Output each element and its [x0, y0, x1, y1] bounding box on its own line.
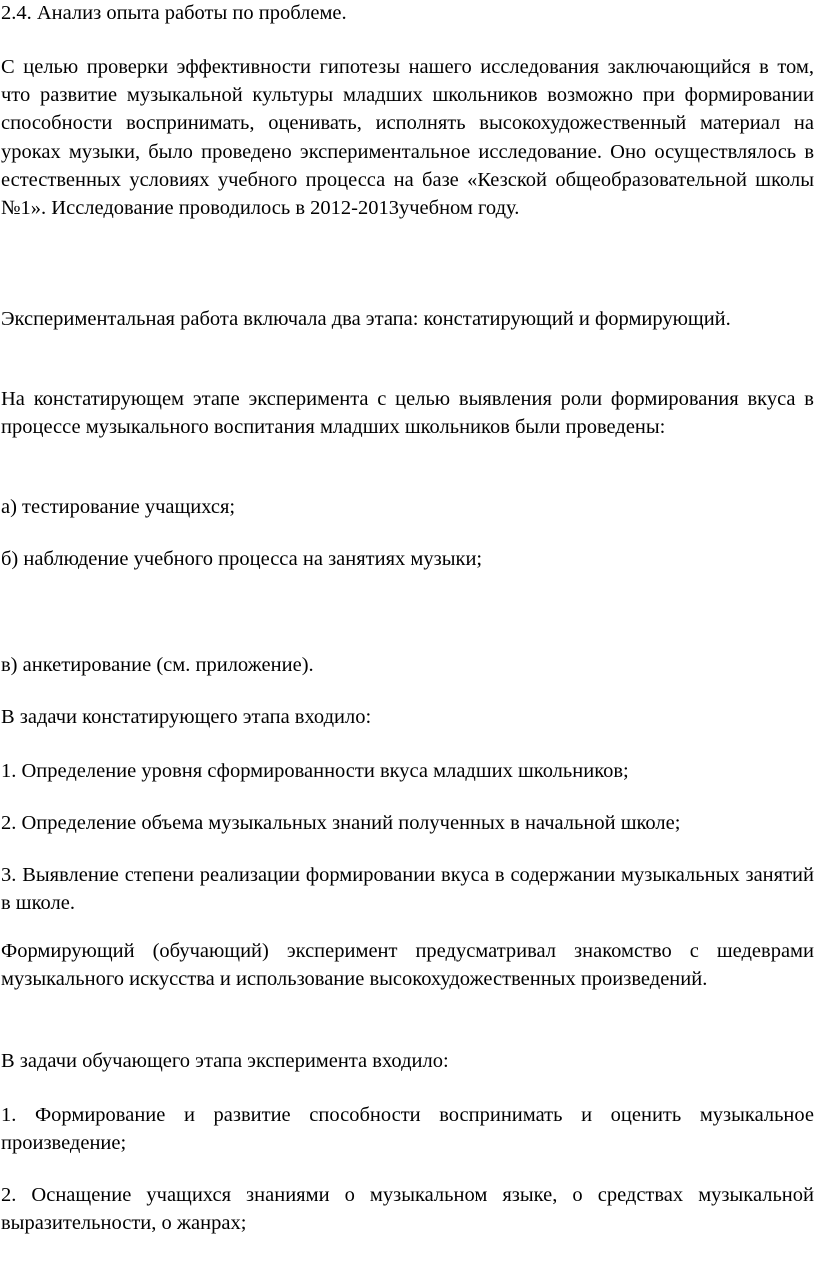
list-item-questionnaire: в) анкетирование (см. приложение).: [1, 654, 314, 676]
list-item-training-task-2: 2. Оснащение учащихся знаниями о музыкальном языке, о средствах музыкальной выразительности, о жанрах;: [1, 1184, 814, 1235]
paragraph-training-tasks-intro: В задачи обучающего этапа эксперимента входило:: [1, 1050, 449, 1072]
paragraph-ascertaining-tasks-intro: В задачи констатирующего этапа входило:: [1, 706, 372, 728]
paragraph-hypothesis: С целью проверки эффективности гипотезы нашего исследования заключающийся в том, что развитие музыкальной культуры младших школьников возможно при формировании способности воспринимать, оценивать, исполнять высокохудожественный материал на уроках музыки, было проведено экспериментальное исследование. Оно осуществлялось в естественных условиях учебного процесса на базе «Кезской общеобразовательной школы №1». Исследование проводилось в 2012-2013учебном году.: [1, 56, 814, 220]
list-item-observation: б) наблюдение учебного процесса на занятиях музыки;: [1, 548, 483, 570]
list-item-task-2: 2. Определение объема музыкальных знаний полученных в начальной школе;: [1, 812, 681, 834]
list-item-task-3: 3. Выявление степени реализации формировании вкуса в содержании музыкальных занятий в школе.: [1, 864, 814, 915]
list-item-testing: а) тестирование учащихся;: [1, 496, 236, 518]
paragraph-ascertaining-stage: На констатирующем этапе эксперимента с целью выявления роли формирования вкуса в процессе музыкального воспитания младших школьников были проведены:: [1, 388, 814, 439]
list-item-task-1: 1. Определение уровня сформированности вкуса младших школьников;: [1, 760, 629, 782]
paragraph-stages: Экспериментальная работа включала два этапа: констатирующий и формирующий.: [1, 308, 731, 330]
section-heading: 2.4. Анализ опыта работы по проблеме.: [1, 2, 347, 24]
paragraph-formative-experiment: Формирующий (обучающий) эксперимент предусматривал знакомство с шедеврами музыкального искусства и использование высокохудожественных произведений.: [1, 940, 814, 991]
list-item-training-task-1: 1. Формирование и развитие способности воспринимать и оценить музыкальное произведение;: [1, 1104, 814, 1155]
